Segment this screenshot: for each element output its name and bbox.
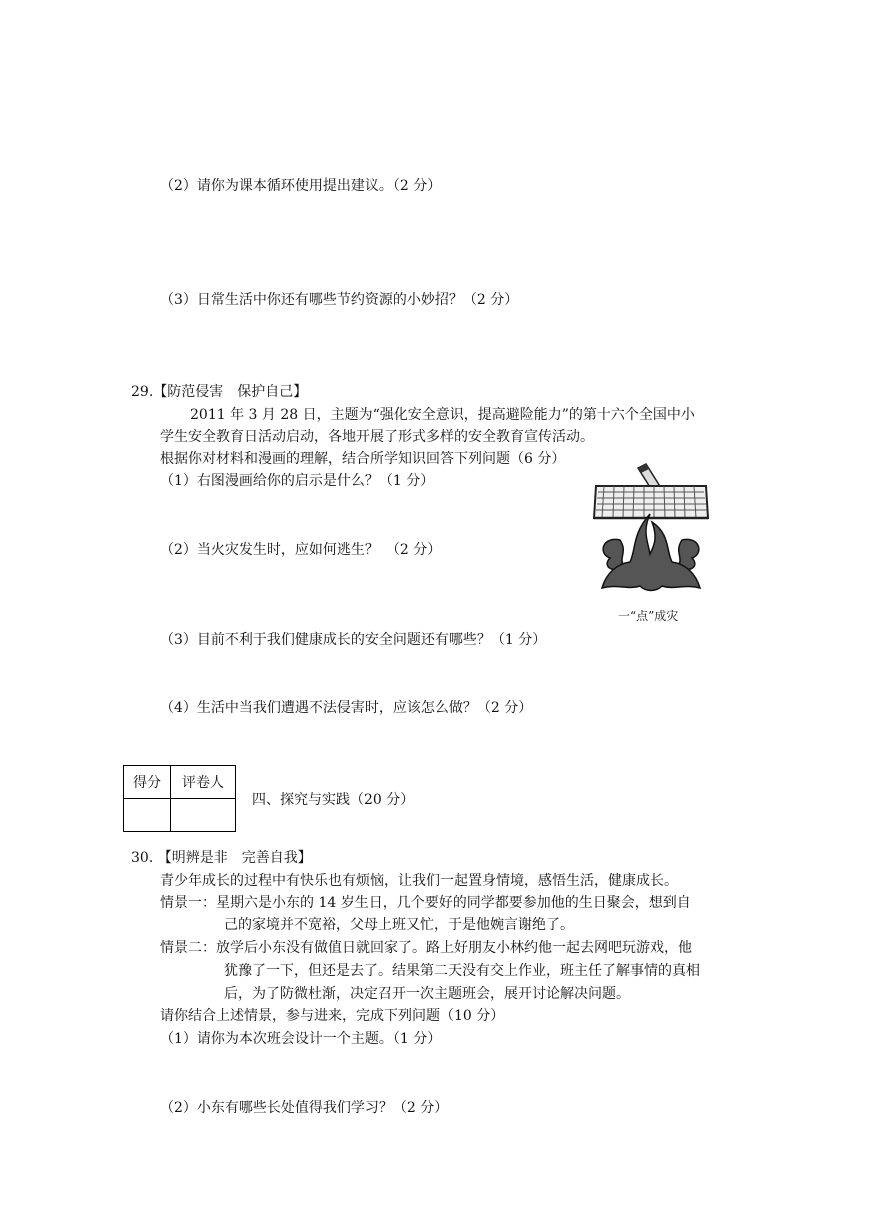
fire-cartoon-illustration	[588, 462, 714, 600]
q29-sub4: （4）生活中当我们遭遇不法侵害时，应该怎么做？（2 分）	[160, 700, 533, 716]
score-table	[123, 765, 236, 832]
q28-sub2: （2）请你为课本循环使用提出建议。（2 分）	[160, 178, 442, 194]
score-cell[interactable]	[124, 799, 171, 832]
q29-heading: 29.【防范侵害 保护自己】	[131, 384, 308, 400]
grader-cell[interactable]	[171, 799, 236, 832]
q30-intro: 青少年成长的过程中有快乐也有烦恼，让我们一起置身情境，感悟生活，健康成长。	[160, 873, 678, 889]
q30-scene1-line1: 情景一：星期六是小东的 14 岁生日，几个要好的同学都要参加他的生日聚会，想到自	[160, 895, 691, 911]
q29-instruction: 根据你对材料和漫画的理解，结合所学知识回答下列问题（6 分）	[160, 451, 566, 467]
q29-sub2: （2）当火灾发生时，应如何逃生？ （2 分）	[160, 542, 442, 558]
cartoon-caption: 一“点”成灾	[618, 609, 679, 623]
q30-sub2: （2）小东有哪些长处值得我们学习？（2 分）	[160, 1100, 449, 1116]
q30-sub1: （1）请你为本次班会设计一个主题。（1 分）	[160, 1031, 442, 1047]
q30-scene2-line1: 情景二：放学后小东没有做值日就回家了。路上好朋友小林约他一起去网吧玩游戏，他	[160, 940, 692, 956]
q28-sub3: （3）日常生活中你还有哪些节约资源的小妙招？（2 分）	[160, 292, 519, 308]
q30-heading: 30. 【明辨是非 完善自我】	[131, 850, 312, 866]
q29-sub3: （3）目前不利于我们健康成长的安全问题还有哪些？（1 分）	[160, 632, 547, 648]
grader-header: 评卷人	[171, 766, 236, 799]
flame-icon	[602, 514, 700, 591]
q30-scene1-line2: 己的家境并不宽裕，父母上班又忙，于是他婉言谢绝了。	[224, 917, 574, 933]
grate-icon	[594, 486, 708, 518]
q30-scene2-line3: 后，为了防微杜渐，决定召开一次主题班会，展开讨论解决问题。	[224, 986, 630, 1002]
q30-scene2-line2: 犹豫了一下，但还是去了。结果第二天没有交上作业，班主任了解事情的真相	[224, 963, 700, 979]
q30-instruction: 请你结合上述情景，参与进来，完成下列问题（10 分）	[160, 1008, 505, 1024]
score-header: 得分	[124, 766, 171, 799]
section4-title: 四、探究与实践（20 分）	[252, 792, 415, 808]
q29-para1-line2: 学生安全教育日活动启动，各地开展了形式多样的安全教育宣传活动。	[160, 429, 594, 445]
q29-sub1: （1）右图漫画给你的启示是什么？（1 分）	[160, 473, 435, 489]
q29-para1-line1: 2011 年 3 月 28 日，主题为“强化安全意识，提高避险能力”的第十六个全国中小	[190, 407, 695, 423]
